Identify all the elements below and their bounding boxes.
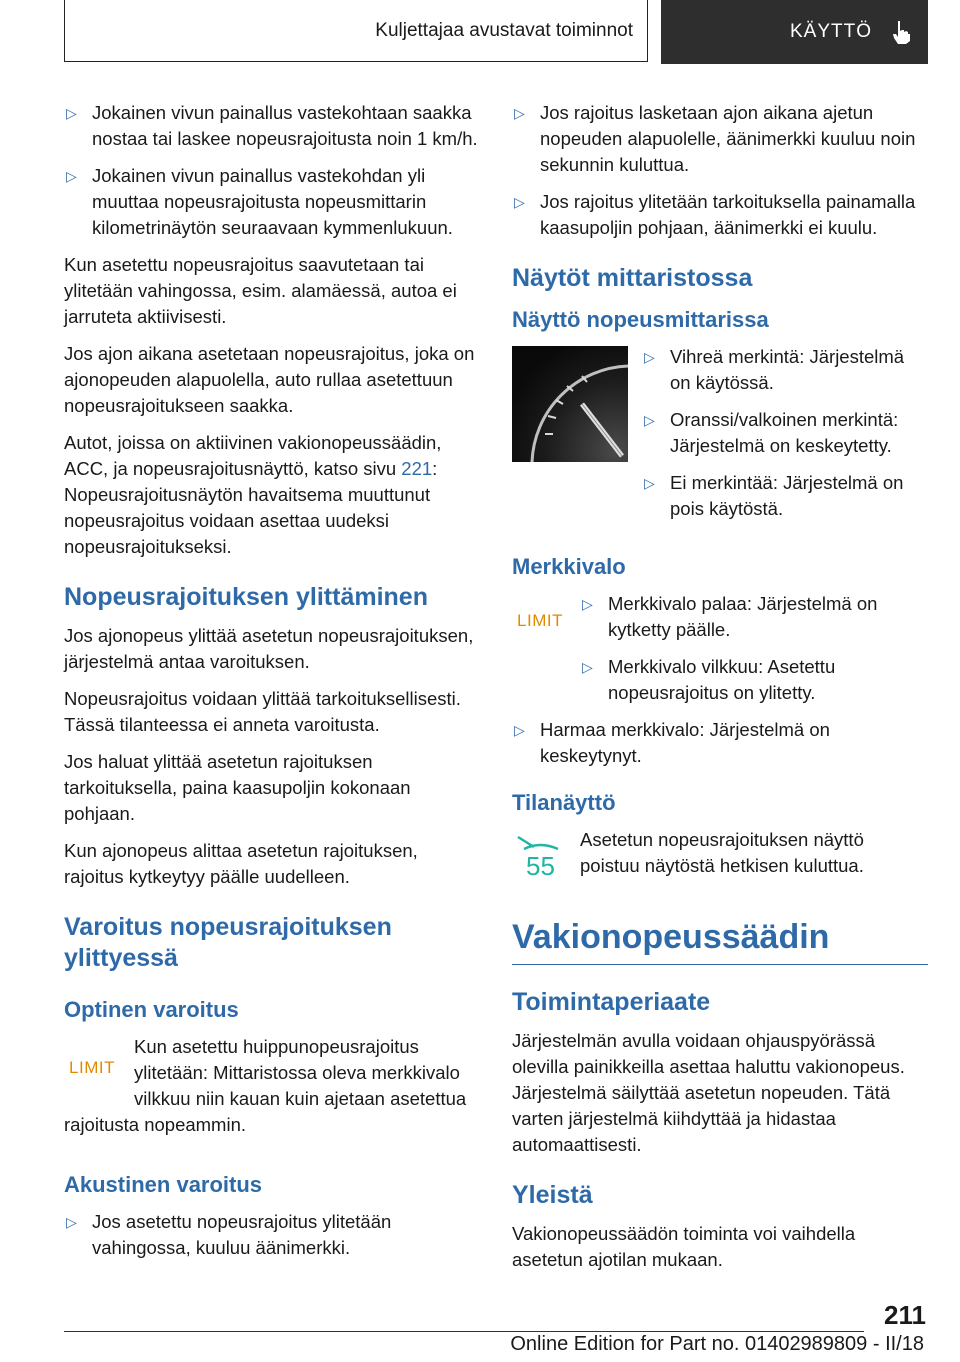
triangle-bullet-icon: ▷ xyxy=(66,105,77,121)
list-item: ▷ Jos rajoitus lasketaan ajon aikana ajetun nopeuden alapuolelle, äänimerkki kuuluu noin sekunnin kuluttua. xyxy=(514,102,916,175)
list-item: ▷ Merkkivalo vilkkuu: Asetettu nopeusrajoitus on ylitetty. xyxy=(582,656,836,703)
list-item: ▷ Ei merkintää: Järjestelmä on pois käytöstä. xyxy=(644,472,904,519)
triangle-bullet-icon: ▷ xyxy=(582,659,593,675)
left-column xyxy=(64,100,480,1272)
page-header xyxy=(64,0,928,64)
triangle-bullet-icon: ▷ xyxy=(514,722,525,738)
paragraph: Jos ajonopeus ylittää asetetun nopeusrajoituksen, järjestelmä antaa varoituksen. xyxy=(64,625,474,672)
subsection-heading: Näyttö nopeusmittarissa xyxy=(512,307,769,332)
subsection-heading: Tilanäyttö xyxy=(512,790,616,815)
triangle-bullet-icon: ▷ xyxy=(514,194,525,210)
triangle-bullet-icon: ▷ xyxy=(514,105,525,121)
triangle-bullet-icon: ▷ xyxy=(644,349,655,365)
section-heading: Yleistä xyxy=(512,1181,593,1209)
triangle-bullet-icon: ▷ xyxy=(582,596,593,612)
limit-indicator-icon: LIMIT xyxy=(69,1058,115,1077)
paragraph: Autot, joissa on aktiivinen vakionopeussäädin, ACC, ja nopeusrajoitusnäyttö, katso sivu 221: Nopeusrajoitusnäytön havaitsema muuttunut nopeusrajoitus voidaan asettaa uudeksi nopeusrajoitukseksi. xyxy=(64,432,442,557)
subsection-heading: Akustinen varoitus xyxy=(64,1172,263,1197)
list-item: ▷ Jokainen vivun painallus vastekohtaan saakka nostaa tai laskee nopeusrajoitusta noin 1 km/h. xyxy=(66,102,478,149)
footer-edition: Online Edition for Part no. 01402989809 - II/18 xyxy=(510,1333,924,1355)
paragraph: Vakionopeussäädön toiminta voi vaihdella asetetun ajotilan mukaan. xyxy=(512,1223,856,1270)
paragraph: Kun asetettu huippunopeusrajoitus ylitetään: Mittaristossa oleva merkkivalo vilkkuu niin kauan kuin ajetaan asetettua rajoitusta nopeammin. xyxy=(64,1036,467,1135)
chapter-title: KÄYTTÖ xyxy=(789,21,872,42)
paragraph: Nopeusrajoitus voidaan ylittää tarkoituksellisesti. Tässä tilanteessa ei anneta varoitusta. xyxy=(64,688,461,735)
list-item: ▷ Oranssi/valkoinen merkintä: Järjestelmä on keskeytetty. xyxy=(644,409,899,456)
list-item: ▷ Harmaa merkkivalo: Järjestelmä on keskeytynyt. xyxy=(514,719,830,766)
paragraph: Jos ajon aikana asetetaan nopeusrajoitus, joka on ajonopeuden alapuolella, auto rullaa asetettuun nopeusrajoitukseen saakka. xyxy=(64,343,475,416)
section-heading: Toimintaperiaate xyxy=(512,988,711,1016)
list-item: ▷ Jos asetettu nopeusrajoitus ylitetään vahingossa, kuuluu äänimerkki. xyxy=(66,1211,392,1258)
status-speed-number: 55 xyxy=(526,851,555,881)
section-title xyxy=(64,0,648,62)
triangle-bullet-icon: ▷ xyxy=(66,168,77,184)
page-number: 211 xyxy=(884,1300,926,1330)
page-reference-link[interactable]: 221 xyxy=(401,458,433,479)
section-heading: Varoitus nopeusrajoituksen ylittyessä xyxy=(64,913,392,972)
status-display-icon xyxy=(512,827,568,889)
paragraph: Järjestelmän avulla voidaan ohjauspyörässä olevilla painikkeilla asettaa haluttu vakionopeus. Järjestelmä säilyttää asetetun nopeuden. Tätä varten järjestelmä kiihdyttää ja hidastaa automaattisesti. xyxy=(512,1030,905,1155)
list-item: ▷ Jokainen vivun painallus vastekohdan yli muuttaa nopeusrajoitusta nopeusmittarin kilometrinäytön seuraavaan kymmenlukuun. xyxy=(66,165,453,238)
paragraph: Kun ajonopeus alittaa asetetun rajoituksen, rajoitus kytkeytyy päälle uudelleen. xyxy=(64,840,418,887)
list-item: ▷ Merkkivalo palaa: Järjestelmä on kytketty päälle. xyxy=(582,593,878,640)
triangle-bullet-icon: ▷ xyxy=(66,1214,77,1230)
subsection-heading: Merkkivalo xyxy=(512,554,626,579)
footer-divider xyxy=(64,1331,864,1332)
paragraph: Asetetun nopeusrajoituksen näyttö poistuu näytöstä hetkisen kuluttua. xyxy=(580,829,864,876)
chapter-tab xyxy=(661,0,928,64)
speedometer-image xyxy=(512,346,628,462)
triangle-bullet-icon: ▷ xyxy=(644,412,655,428)
section-heading: Näytöt mittaristossa xyxy=(512,264,753,292)
paragraph: Kun asetettu nopeusrajoitus saavutetaan tai ylitetään vahingossa, esim. alamäessä, autoa ei jarruteta aktiivisesti. xyxy=(64,254,457,327)
list-item: ▷ Vihreä merkintä: Järjestelmä on käytössä. xyxy=(644,346,905,393)
hand-pointer-icon xyxy=(890,19,912,45)
triangle-bullet-icon: ▷ xyxy=(644,475,655,491)
section-title-text: Kuljettajaa avustavat toiminnot xyxy=(375,19,633,41)
limit-indicator-icon: LIMIT xyxy=(517,611,563,630)
chapter-heading: Vakionopeussäädin xyxy=(512,916,928,965)
subsection-heading: Optinen varoitus xyxy=(64,997,239,1022)
list-item: ▷ Jos rajoitus ylitetään tarkoituksella painamalla kaasupoljin pohjaan, äänimerkki ei kuulu. xyxy=(514,191,916,238)
right-column xyxy=(512,100,928,1284)
paragraph: Jos haluat ylittää asetetun rajoituksen tarkoituksella, paina kaasupoljin kokonaan pohjaan. xyxy=(64,751,411,824)
section-heading: Nopeusrajoituksen ylittäminen xyxy=(64,583,428,611)
